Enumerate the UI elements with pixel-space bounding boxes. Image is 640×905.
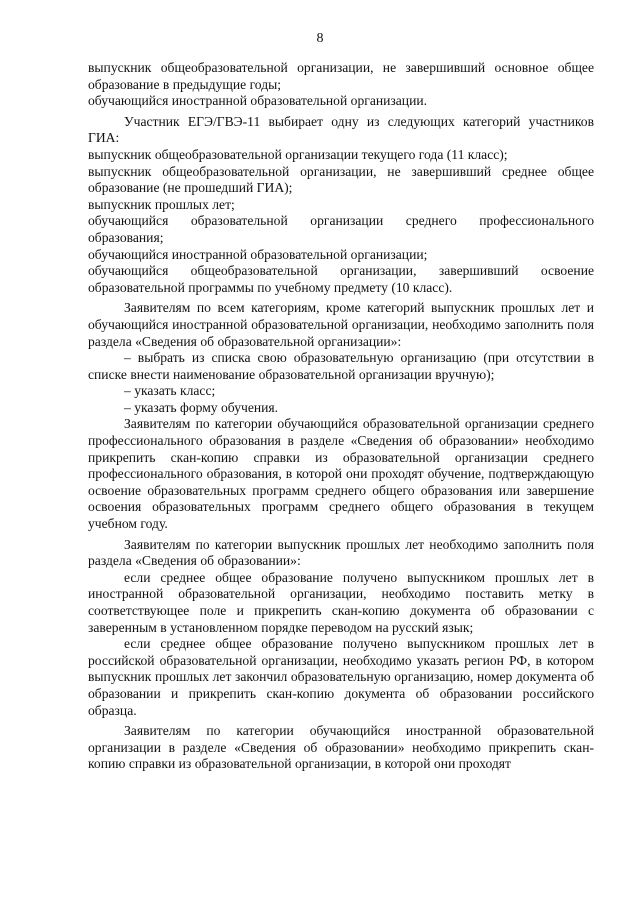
- paragraph: обучающийся иностранной образовательной организации.: [88, 93, 428, 109]
- paragraph: Заявителям по категории обучающийся иностранной образовательной организации в разделе «Сведения об образовании» необходимо прикрепить скан-копию справки из образовательной организации, в которой они проходят: [88, 723, 594, 772]
- paragraph: выпускник общеобразовательной организации, не завершивший основное общее образование в предыдущие годы;: [88, 60, 594, 92]
- paragraph: Участник ЕГЭ/ГВЭ-11 выбирает одну из следующих категорий участников ГИА:: [88, 113, 594, 146]
- list-item: выпускник прошлых лет;: [88, 196, 235, 212]
- bullet-item: – указать класс;: [124, 383, 216, 399]
- paragraph: Заявителям по категории обучающийся образовательной организации среднего профессионального образования в разделе «Сведения об образовании» необходимо прикрепить скан-копию справки из образовательной организации среднего профессионального образования, в которой они проходят обучение, подтверждающую освоение образовательных программ среднего общего образования или завершение освоения образовательных программ среднего общего образования в текущем учебном году.: [88, 416, 594, 532]
- list-item: обучающийся образовательной организации среднего профессионального образования;: [88, 213, 594, 245]
- bullet-item: – выбрать из списка свою образовательную организацию (при отсутствии в списке внести наименование образовательной организации вручную);: [88, 350, 594, 382]
- paragraph: если среднее общее образование получено выпускником прошлых лет в иностранной образовательной организации, необходимо поставить метку в соответствующее поле и прикрепить скан-копию документа об образовании с заверенным в установленном порядке переводом на русский язык;: [88, 569, 594, 635]
- page-number: 8: [316, 31, 324, 46]
- paragraph: Заявителям по всем категориям, кроме категорий выпускник прошлых лет и обучающийся иностранной образовательной организации, необходимо заполнить поля раздела «Сведения об образовательной организации»:: [88, 300, 594, 349]
- bullet-item: – указать форму обучения.: [124, 399, 279, 415]
- paragraph: Заявителям по категории выпускник прошлых лет необходимо заполнить поля раздела «Сведения об образовании»:: [88, 536, 594, 569]
- list-item: обучающийся иностранной образовательной организации;: [88, 246, 428, 262]
- list-item: выпускник общеобразовательной организации, не завершивший среднее общее образование (не прошедший ГИА);: [88, 163, 594, 196]
- list-item: обучающийся общеобразовательной организации, завершивший освоение образовательной программы по учебному предмету (10 класс).: [88, 263, 594, 295]
- list-item: выпускник общеобразовательной организации текущего года (11 класс);: [88, 146, 508, 162]
- paragraph: если среднее общее образование получено выпускником прошлых лет в российской образовательной организации, необходимо указать регион РФ, в котором выпускник прошлых лет закончил образовательную организацию, номер документа об образовании и прикрепить скан-копию документа об образовании российского образца.: [88, 636, 594, 718]
- document-body: [88, 60, 594, 773]
